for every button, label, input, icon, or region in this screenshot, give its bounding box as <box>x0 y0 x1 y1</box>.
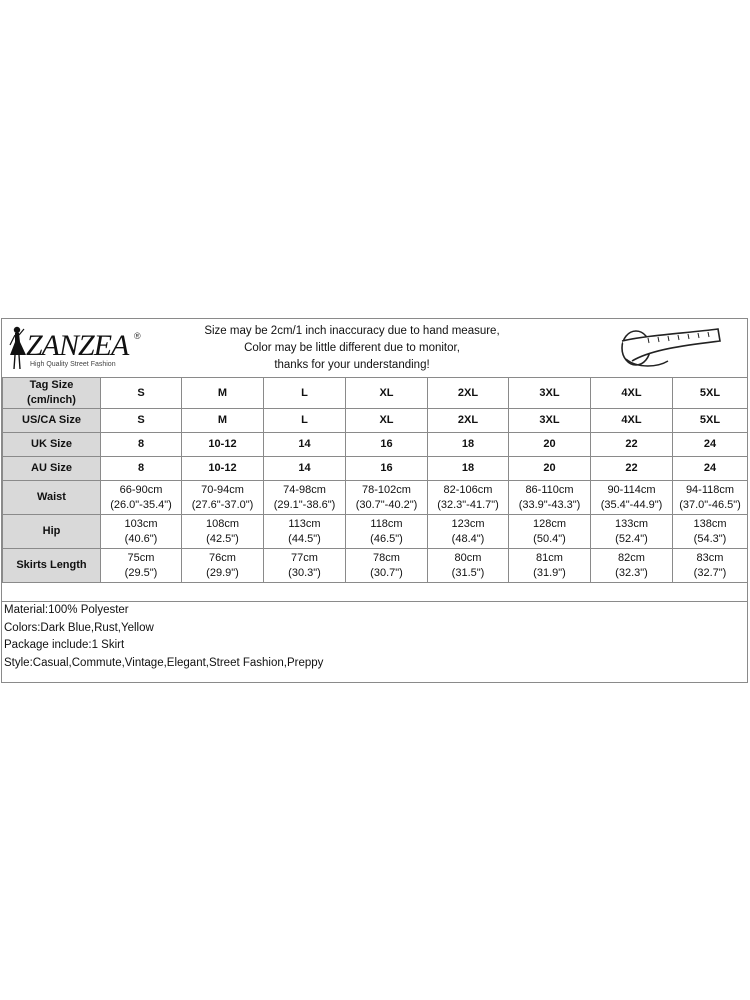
colors-text: Colors:Dark Blue,Rust,Yellow <box>4 621 154 634</box>
table-cell <box>101 378 182 409</box>
cell-text: 16 <box>380 462 393 474</box>
table-cell <box>428 433 509 457</box>
brand-tagline: High Quality Street Fashion <box>30 361 116 368</box>
cell-text: L <box>301 386 308 399</box>
cell-text: 22 <box>625 438 638 450</box>
cell-text: (48.4") <box>451 532 485 545</box>
cell-text: (44.5") <box>288 532 321 545</box>
cell-text: 113cm <box>288 517 321 530</box>
cell-text: 103cm <box>124 517 158 530</box>
table-row <box>3 481 748 515</box>
table-cell <box>182 515 264 549</box>
cell-text: 75cm <box>127 551 155 564</box>
cell-text: 14 <box>298 438 311 450</box>
cell-text: 4XL <box>621 414 642 426</box>
cell-text: (30.7"-40.2") <box>355 498 418 511</box>
cell-text: (30.7") <box>370 566 403 579</box>
cell-text: M <box>217 414 228 426</box>
table-cell <box>346 481 428 515</box>
row-label <box>3 378 101 409</box>
cell-text: (29.1"-38.6") <box>273 498 336 511</box>
cell-text: XL <box>379 386 394 399</box>
cell-text: (29.5") <box>124 566 158 579</box>
table-cell <box>591 515 673 549</box>
cell-text: 70-94cm <box>201 483 244 496</box>
row-label-text: Skirts Length <box>16 559 87 571</box>
measure-notice <box>152 323 552 374</box>
cell-text: 90-114cm <box>607 483 656 496</box>
table-cell <box>264 433 346 457</box>
size-table <box>2 377 748 583</box>
table-cell <box>428 409 509 433</box>
brand-logo <box>6 325 156 373</box>
table-cell <box>673 457 748 481</box>
cell-text: 108cm <box>205 517 240 530</box>
table-cell <box>509 549 591 583</box>
package-text: Package include:1 Skirt <box>4 639 125 651</box>
table-cell <box>182 457 264 481</box>
cell-text: XL <box>379 414 394 426</box>
measuring-tape-icon <box>608 321 728 375</box>
cell-text: 8 <box>137 462 145 474</box>
table-cell <box>673 409 748 433</box>
cell-text: (50.4") <box>533 532 566 545</box>
table-cell <box>101 481 182 515</box>
table-row <box>3 378 748 409</box>
cell-text: 78-102cm <box>362 483 411 496</box>
cell-text: (52.4") <box>615 532 648 545</box>
cell-text: (30.3") <box>288 566 321 579</box>
cell-text: 3XL <box>539 386 560 399</box>
row-label-text: Hip <box>42 525 61 537</box>
cell-text: 22 <box>625 462 638 474</box>
table-cell <box>101 433 182 457</box>
notice-line-1: Size may be 2cm/1 inch inaccuracy due to hand measure, <box>204 325 500 337</box>
table-cell <box>101 549 182 583</box>
row-label <box>3 457 101 481</box>
cell-text: (35.4"-44.9") <box>600 498 663 511</box>
table-cell <box>346 515 428 549</box>
table-cell <box>509 481 591 515</box>
table-cell <box>346 433 428 457</box>
table-cell <box>673 549 748 583</box>
cell-text: 76cm <box>209 551 236 564</box>
cell-text: 20 <box>543 438 556 450</box>
brand-name: ZANZEA <box>26 329 129 362</box>
table-cell <box>182 409 264 433</box>
cell-text: 123cm <box>451 517 485 530</box>
table-cell <box>182 433 264 457</box>
table-cell <box>264 378 346 409</box>
table-cell <box>591 433 673 457</box>
table-cell <box>264 549 346 583</box>
size-chart <box>1 318 748 683</box>
cell-text: 18 <box>461 462 475 474</box>
cell-text: 81cm <box>536 551 563 564</box>
cell-text: 10-12 <box>208 438 237 450</box>
table-cell <box>182 481 264 515</box>
cell-text: 14 <box>298 462 311 474</box>
row-label-text: (cm/inch) <box>27 394 76 406</box>
table-cell <box>264 515 346 549</box>
cell-text: 83cm <box>696 551 724 564</box>
cell-text: (33.9"-43.3") <box>518 498 581 511</box>
table-cell <box>101 409 182 433</box>
table-row <box>3 515 748 549</box>
cell-text: 74-98cm <box>283 483 326 496</box>
table-row <box>3 549 748 583</box>
cell-text: 118cm <box>370 517 403 530</box>
cell-text: 66-90cm <box>119 483 163 496</box>
table-cell <box>591 549 673 583</box>
table-cell <box>509 433 591 457</box>
table-cell <box>509 409 591 433</box>
table-cell <box>346 549 428 583</box>
cell-text: 20 <box>543 462 556 474</box>
table-cell <box>346 378 428 409</box>
table-cell <box>428 515 509 549</box>
table-cell <box>182 549 264 583</box>
row-label-text: UK Size <box>31 438 72 450</box>
cell-text: (42.5") <box>206 532 239 545</box>
table-cell <box>428 378 509 409</box>
table-cell <box>591 481 673 515</box>
notice-line-2: Color may be little different due to monitor, <box>244 342 460 354</box>
cell-text: 10-12 <box>208 462 237 474</box>
material-text: Material:100% Polyester <box>4 604 129 616</box>
table-cell <box>101 515 182 549</box>
cell-text: (27.6"-37.0") <box>191 498 254 511</box>
chart-header <box>2 319 747 378</box>
row-label-text: US/CA Size <box>22 414 81 426</box>
table-cell <box>673 481 748 515</box>
cell-text: 82cm <box>618 551 645 564</box>
cell-text: (37.0"-46.5") <box>679 498 741 511</box>
cell-text: (31.9") <box>533 566 566 579</box>
table-cell <box>591 409 673 433</box>
cell-text: S <box>137 414 145 426</box>
cell-text: (32.3") <box>615 566 648 579</box>
cell-text: 24 <box>703 462 717 474</box>
table-cell <box>509 378 591 409</box>
table-cell <box>591 378 673 409</box>
cell-text: (40.6") <box>124 532 158 545</box>
cell-text: 4XL <box>621 386 642 399</box>
table-cell <box>428 481 509 515</box>
cell-text: 24 <box>703 438 717 450</box>
table-cell <box>673 378 748 409</box>
table-cell <box>428 549 509 583</box>
table-cell <box>591 457 673 481</box>
cell-text: 82-106cm <box>443 483 493 496</box>
cell-text: 18 <box>461 438 475 450</box>
table-cell <box>673 433 748 457</box>
cell-text: 5XL <box>699 414 721 426</box>
cell-text: (26.0"-35.4") <box>110 498 172 511</box>
table-cell <box>264 481 346 515</box>
cell-text: M <box>217 386 228 399</box>
cell-text: (32.3"-41.7") <box>437 498 499 511</box>
cell-text: S <box>137 386 145 399</box>
table-cell <box>182 378 264 409</box>
cell-text: (32.7") <box>693 566 727 579</box>
cell-text: 133cm <box>614 517 649 530</box>
row-label <box>3 409 101 433</box>
row-label <box>3 481 101 515</box>
table-cell <box>264 409 346 433</box>
row-label <box>3 433 101 457</box>
table-row <box>3 409 748 433</box>
table-row <box>3 433 748 457</box>
cell-text: 128cm <box>532 517 567 530</box>
cell-text: (29.9") <box>206 566 239 579</box>
row-label-text: Waist <box>37 491 66 503</box>
cell-text: 78cm <box>373 551 400 564</box>
cell-text: (54.3") <box>693 532 727 545</box>
table-cell <box>673 515 748 549</box>
table-cell <box>509 515 591 549</box>
table-cell <box>101 457 182 481</box>
cell-text: L <box>301 414 308 426</box>
cell-text: 3XL <box>539 414 560 426</box>
cell-text: 8 <box>137 438 145 450</box>
product-info <box>2 601 747 682</box>
row-label-text: AU Size <box>31 462 72 474</box>
table-cell <box>346 457 428 481</box>
table-cell <box>428 457 509 481</box>
woman-silhouette-icon <box>6 325 28 371</box>
cell-text: 138cm <box>693 517 727 530</box>
notice-line-3: thanks for your understanding! <box>274 359 430 371</box>
cell-text: 77cm <box>291 551 318 564</box>
style-text: Style:Casual,Commute,Vintage,Elegant,Street Fashion,Preppy <box>4 656 324 669</box>
cell-text: (46.5") <box>370 532 403 545</box>
table-cell <box>509 457 591 481</box>
cell-text: 86-110cm <box>525 483 574 496</box>
row-label-text: Tag Size <box>29 379 74 391</box>
row-label <box>3 515 101 549</box>
cell-text: (31.5") <box>451 566 485 579</box>
cell-text: 94-118cm <box>685 483 735 496</box>
cell-text: 5XL <box>699 386 721 399</box>
cell-text: 2XL <box>457 414 479 426</box>
registered-mark: ® <box>134 331 141 341</box>
cell-text: 16 <box>380 438 393 450</box>
table-cell <box>264 457 346 481</box>
table-row <box>3 457 748 481</box>
cell-text: 2XL <box>457 386 479 399</box>
table-cell <box>346 409 428 433</box>
cell-text: 80cm <box>454 551 482 564</box>
row-label <box>3 549 101 583</box>
